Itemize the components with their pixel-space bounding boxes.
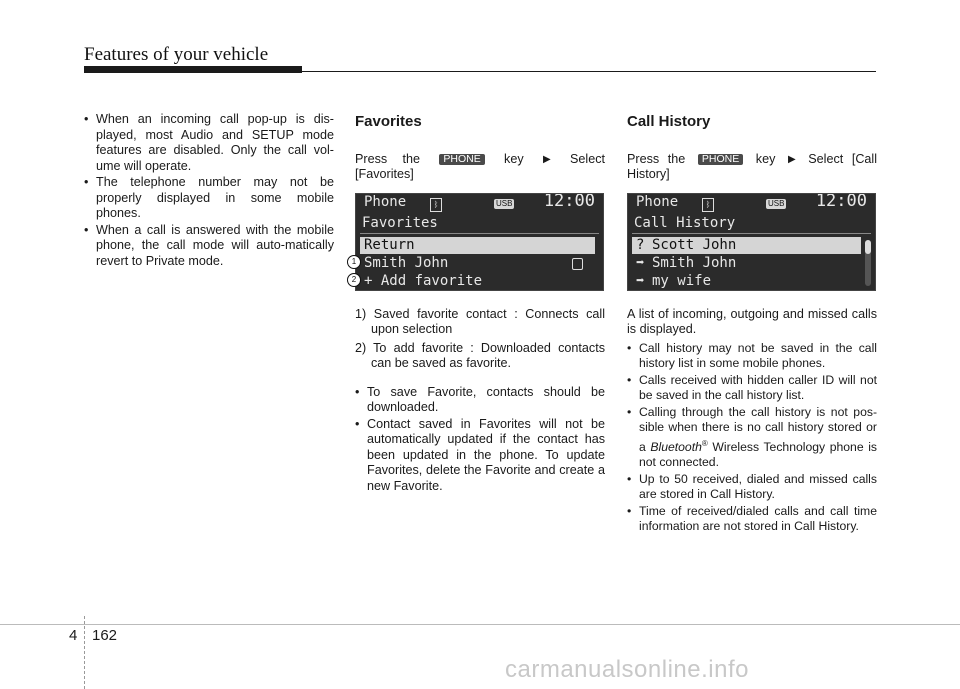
legend-item: 1) Saved favorite contact : Connects call upon selection [355,306,605,336]
phone-key-badge: PHONE [698,154,743,165]
call-history-row[interactable] [632,255,861,272]
footer-divider [84,616,86,689]
favorites-callout-legend [355,307,605,372]
watermark: carmanualsonline.info [505,656,749,683]
screen-divider [360,233,599,234]
bullet-item: • When a call is answered with the mobile phone, the call mode will auto-matically revert to Private mode. [84,223,334,270]
registered-mark: ® [701,438,708,448]
phone-key-badge: PHONE [439,154,484,165]
call-history-section [627,112,877,536]
incoming-call-notes [84,112,334,269]
caller-name: Smith John [652,254,737,271]
press-key-word: key [755,151,776,166]
outgoing-call-icon: ➡ [636,272,645,289]
press-suffix: Select [Favorites] [355,151,606,181]
favorites-row-add[interactable]: + Add favorite [364,272,483,289]
bullet-item: • When an incoming call pop-up is dis-played, most Audio and SETUP mode features are disabled. Only the call vol-ume will operate. [84,112,334,174]
bluetooth-brand: Bluetooth [650,439,702,454]
page-number: 162 [92,627,118,644]
page-header-title: Features of your vehicle [84,44,269,65]
press-suffix: Select [Call History] [627,151,878,181]
bullet-item: • Contact saved in Favorites will not be automatically updated if the contact has been updated in the phone. To update Favorites, delete the Favorite and create a new Favorite. [355,417,605,495]
press-key-word: key [504,151,524,166]
bt-note-after: Wireless Technology phone is not connected. [639,439,877,470]
screen-clock: 12:00 [815,192,867,211]
arrow-right-icon: ▶ [542,153,551,165]
bullet-item: • Time of received/dialed calls and call time information are not stored in Call History. [627,504,877,535]
screen-heading: Call History [634,214,736,231]
legend-item: 2) To add favorite : Downloaded contacts can be saved as favorite. [355,340,605,370]
bullet-item: • Up to 50 received, dialed and missed calls are stored in Call History. [627,472,877,503]
caller-name: Scott John [652,236,737,253]
call-history-row[interactable] [632,237,861,254]
bullet-item: • Calls received with hidden caller ID will not be saved in the call history list. [627,373,877,404]
favorites-screen-wrap [351,192,605,291]
bullet-item: • To save Favorite, contacts should be downloaded. [355,385,605,416]
footer-rule [0,624,960,625]
call-history-instruction [627,152,877,183]
bullet-item: • Call history may not be saved in the call history list in some mobile phones. [627,341,877,372]
screen-clock: 12:00 [543,192,595,211]
callout-1: 1 [347,255,361,269]
screen-heading: Favorites [362,214,438,231]
favorites-notes [355,385,605,495]
phone-handset-icon [572,258,583,270]
column-1 [84,112,334,270]
screen-app-label: Phone [636,193,679,210]
call-history-screen [627,193,876,291]
bullet-item: • The telephone number may not be properly displayed in some mobile phones. [84,175,334,222]
screen-status-bar [628,194,875,214]
screen-scrollbar[interactable] [865,240,871,286]
call-history-intro: A list of incoming, outgoing and missed calls is displayed. [627,306,877,336]
press-prefix: Press the [627,151,686,166]
favorites-screen [355,193,604,291]
call-history-row[interactable] [632,273,861,290]
favorites-row-return[interactable]: Return [360,237,595,254]
call-history-title: Call History [627,113,711,130]
contact-name: Smith John [364,254,449,271]
favorites-section [351,112,606,495]
screen-app-label: Phone [364,193,407,210]
favorites-title: Favorites [355,113,422,130]
bluetooth-icon: ᛒ [702,198,714,212]
usb-icon: USB [768,198,785,208]
press-prefix: Press the [355,151,421,166]
bt-note-before: Calling through the call history is not pos-sible when there is no call history stored or a [639,404,877,454]
call-history-notes [627,341,877,535]
callout-2: 2 [347,273,361,287]
missed-call-icon: ? [636,236,645,253]
arrow-right-icon: ▶ [787,153,796,165]
caller-name: my wife [652,272,712,289]
screen-status-bar [356,194,603,214]
header-rule [302,71,876,72]
usb-icon: USB [496,198,513,208]
favorites-instruction [355,152,605,183]
favorites-row-contact[interactable] [360,255,595,272]
chapter-number: 4 [69,627,78,644]
bluetooth-icon: ᛒ [430,198,442,212]
outgoing-call-icon: ➡ [636,254,645,271]
screen-divider [632,233,871,234]
bullet-item-bluetooth [627,405,877,471]
header-bar [84,66,302,73]
